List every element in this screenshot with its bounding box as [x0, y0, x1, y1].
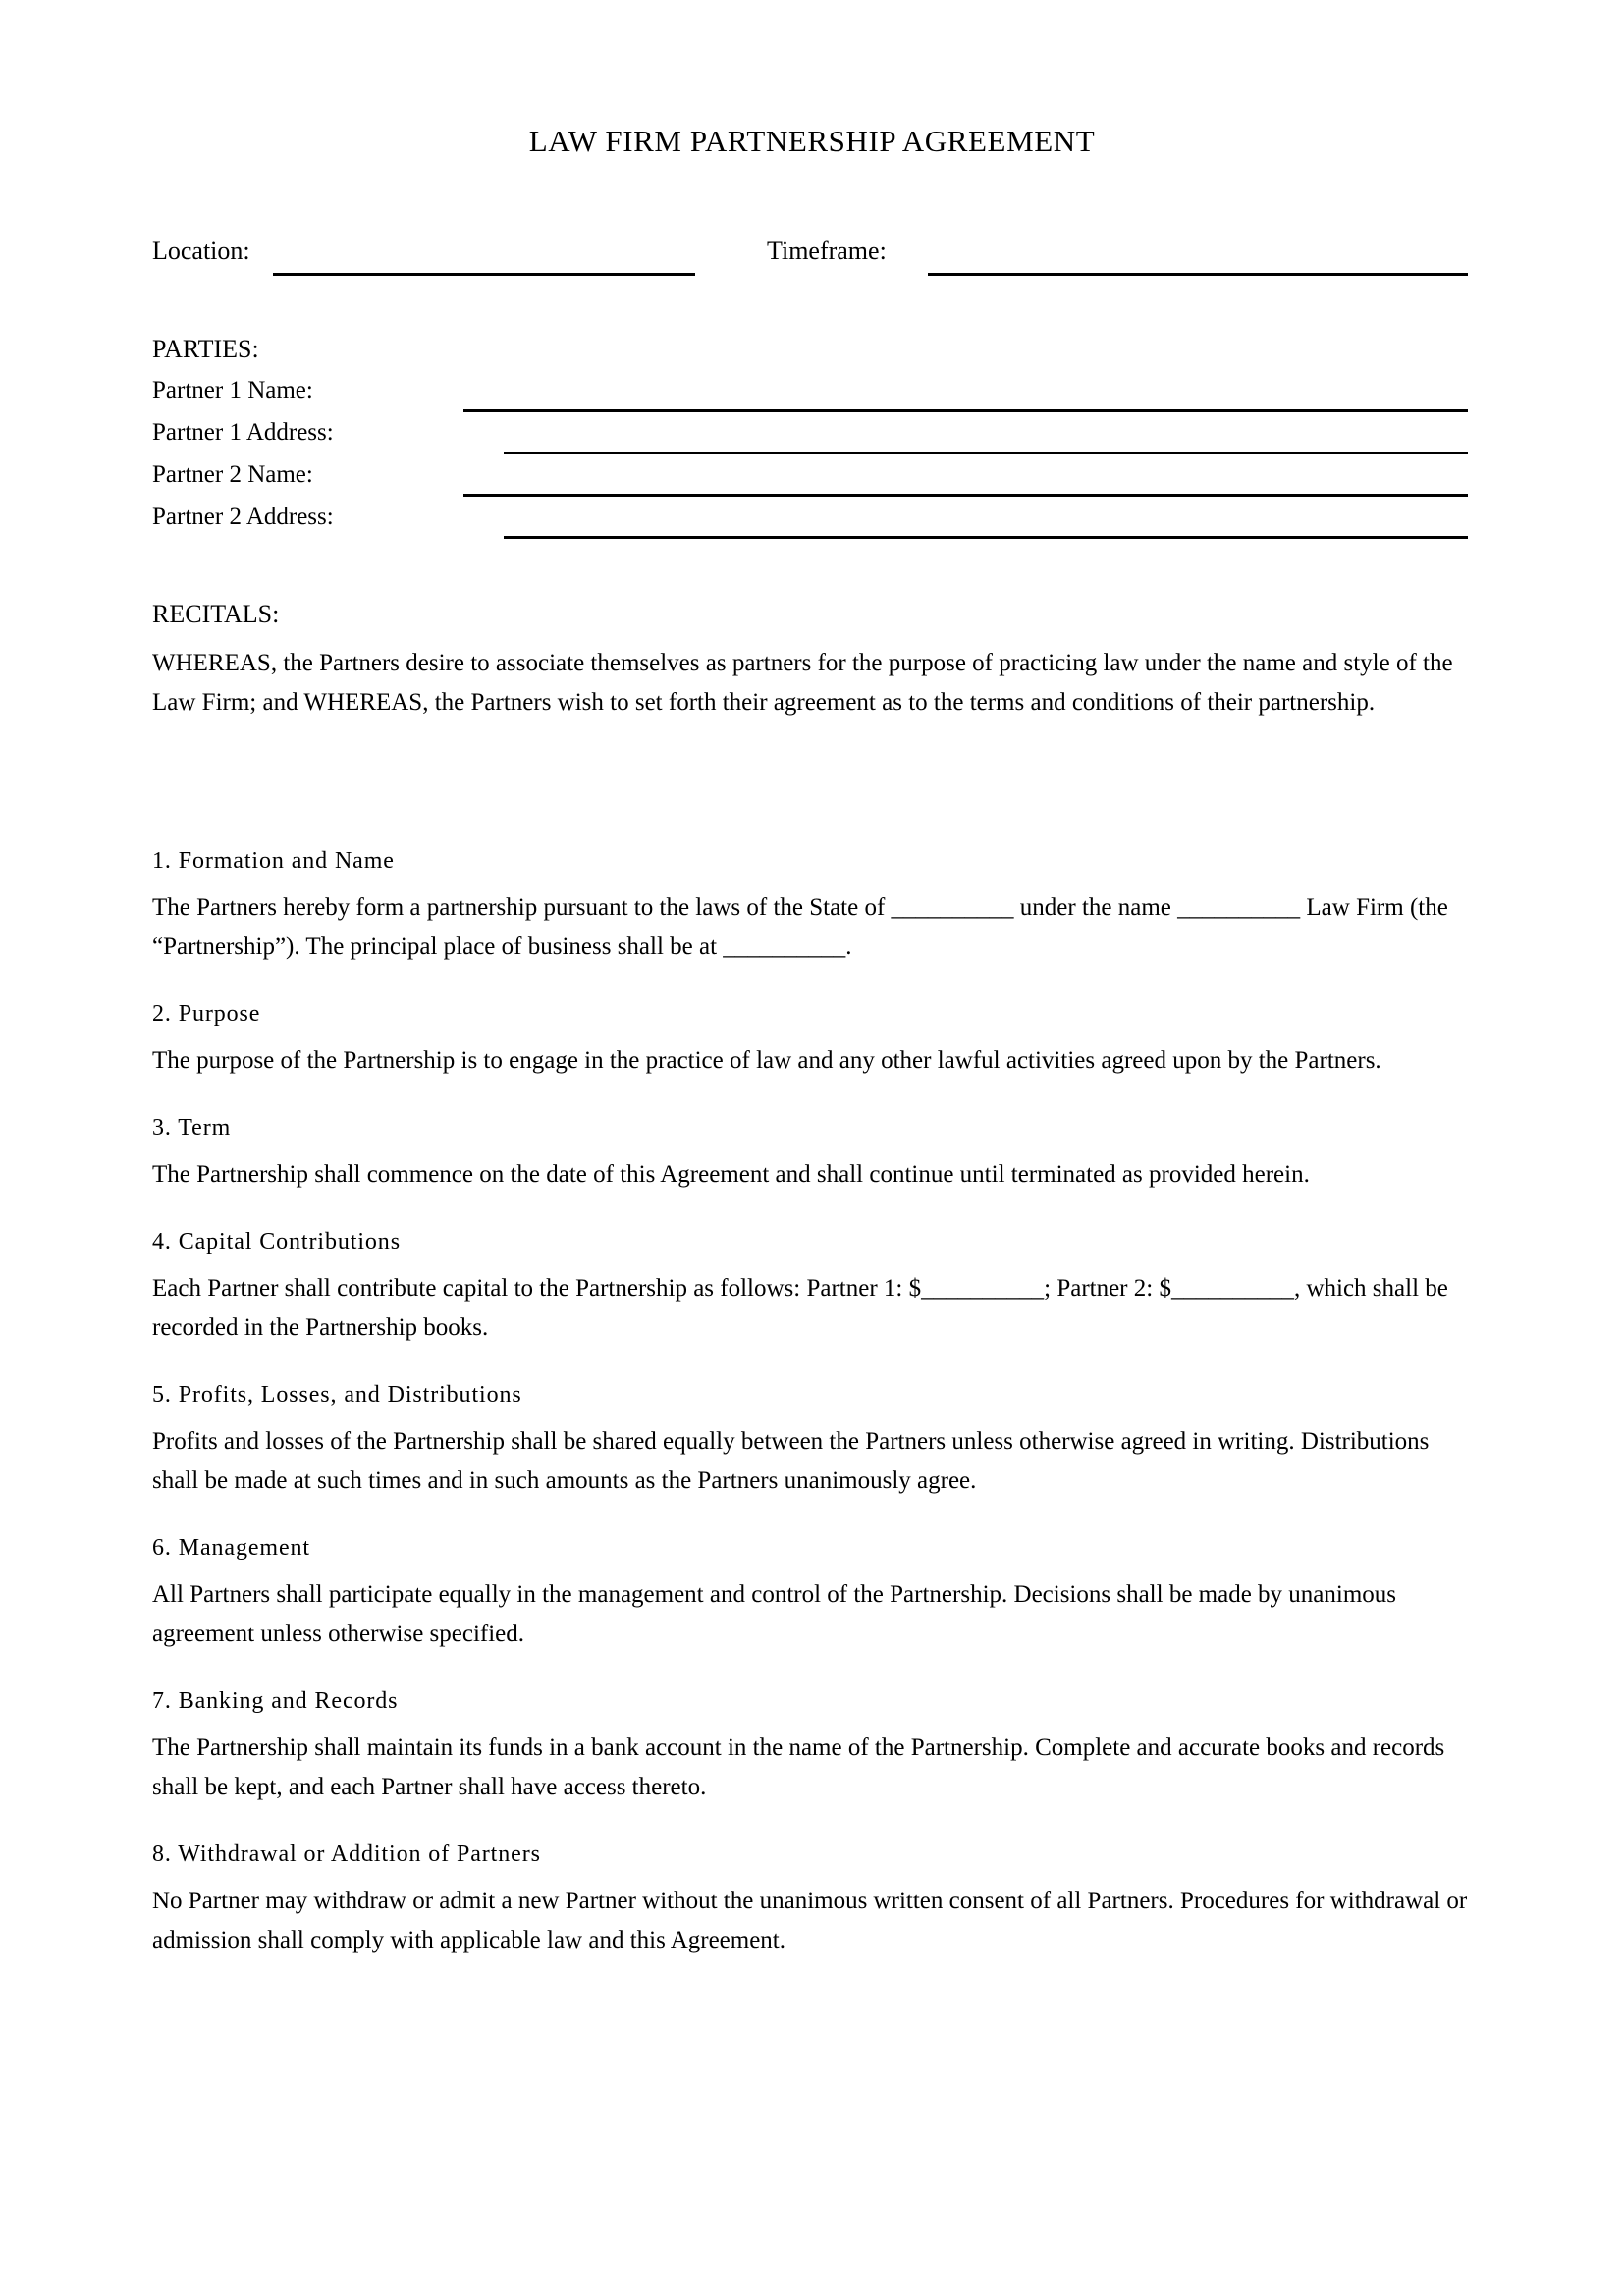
section-heading: 4. Capital Contributions	[152, 1229, 401, 1255]
recitals-heading: RECITALS:	[152, 600, 280, 628]
timeframe-input-line[interactable]	[928, 273, 1468, 276]
partner-1-name-input-line[interactable]	[463, 409, 1468, 412]
section-heading: 7. Banking and Records	[152, 1688, 399, 1714]
section-body: All Partners shall participate equally in the management and control of the Partnership. Decisions shall be made by unanimous agreement unless otherwise specified.	[152, 1581, 1397, 1647]
location-input-line[interactable]	[273, 273, 695, 276]
parties-section	[152, 334, 1468, 544]
section-management	[152, 1531, 1468, 1654]
recitals-body: WHEREAS, the Partners desire to associate themselves as partners for the purpose of practicing law under the name and style of the Law Firm; and WHEREAS, the Partners wish to set forth their agreement as to the terms and conditions of their partnership.	[152, 650, 1453, 716]
partner-2-address-label: Partner 2 Address:	[152, 504, 334, 530]
section-withdrawal-or-addition-of-partners	[152, 1838, 1468, 1960]
section-body: Each Partner shall contribute capital to the Partnership as follows: Partner 1: $__________; Partner 2: $__________, which shall be recorded in the Partnership books.	[152, 1275, 1448, 1341]
page-title: LAW FIRM PARTNERSHIP AGREEMENT	[528, 124, 1096, 158]
section-heading: 6. Management	[152, 1535, 310, 1561]
partner-1-address-input-line[interactable]	[504, 452, 1468, 454]
party-row	[152, 459, 1468, 502]
section-formation-and-name	[152, 844, 1468, 967]
section-heading: 2. Purpose	[152, 1001, 261, 1027]
party-row	[152, 502, 1468, 544]
section-purpose	[152, 997, 1468, 1081]
section-profits-losses-distributions	[152, 1378, 1468, 1501]
header-meta-row	[152, 236, 1468, 281]
section-body: The purpose of the Partnership is to engage in the practice of law and any other lawful activities agreed upon by the Partners.	[152, 1047, 1381, 1074]
recitals-section	[152, 599, 1466, 722]
parties-heading: PARTIES:	[152, 335, 259, 363]
partner-2-name-input-line[interactable]	[463, 494, 1468, 497]
partner-1-name-label: Partner 1 Name:	[152, 377, 313, 403]
section-heading: 3. Term	[152, 1115, 232, 1141]
section-body: The Partnership shall maintain its funds in a bank account in the name of the Partnership. Complete and accurate books and records shall be kept, and each Partner shall have access thereto.	[152, 1735, 1445, 1800]
timeframe-label: Timeframe:	[767, 237, 887, 265]
partner-2-name-label: Partner 2 Name:	[152, 461, 313, 488]
section-capital-contributions	[152, 1225, 1468, 1348]
section-banking-and-records	[152, 1684, 1468, 1807]
section-heading: 1. Formation and Name	[152, 848, 395, 874]
section-term	[152, 1111, 1468, 1195]
numbered-sections	[152, 844, 1468, 1991]
section-body: The Partnership shall commence on the date of this Agreement and shall continue until terminated as provided herein.	[152, 1161, 1310, 1188]
partner-2-address-input-line[interactable]	[504, 536, 1468, 539]
section-heading: 5. Profits, Losses, and Distributions	[152, 1382, 522, 1408]
location-label: Location:	[152, 237, 250, 265]
party-row	[152, 375, 1468, 417]
section-heading: 8. Withdrawal or Addition of Partners	[152, 1842, 541, 1867]
partner-1-address-label: Partner 1 Address:	[152, 419, 334, 446]
section-body: No Partner may withdraw or admit a new Partner without the unanimous written consent of all Partners. Procedures for withdrawal or admission shall comply with applicable law and this Agreement.	[152, 1888, 1468, 1953]
party-row	[152, 417, 1468, 459]
section-body: Profits and losses of the Partnership shall be shared equally between the Partners unless otherwise agreed in writing. Distributions shall be made at such times and in such amounts as the Partners unanimously agree.	[152, 1428, 1430, 1494]
section-body: The Partners hereby form a partnership pursuant to the laws of the State of __________ under the name __________ Law Firm (the “Partnership”). The principal place of business shall be at __________.	[152, 894, 1448, 960]
